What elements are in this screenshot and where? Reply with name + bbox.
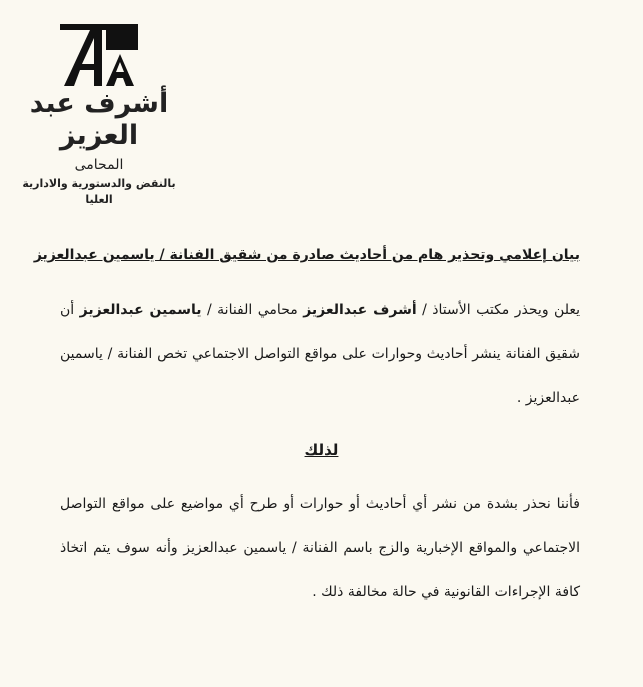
firm-title: المحامى: [74, 157, 124, 173]
initials-a-logo-icon: [60, 24, 138, 86]
para1-part3: أن شقيق الفنانة ينشر أحاديث وحوارات على مواقع التواصل الاجتماعي تخص الفنانة / ياسمين عبدالعزيز .: [60, 302, 580, 406]
firm-specialty: بالنقض والدستورية والادارية العليا: [22, 177, 176, 206]
therefore-heading: لذلك: [304, 441, 339, 459]
lawyer-name: أشرف عبدالعزيز: [303, 302, 417, 318]
para1-part2: محامي الفنانة /: [201, 302, 304, 318]
para1-part1: يعلن ويحذر مكتب الأستاذ /: [416, 302, 580, 318]
statement-heading: بيان إعلامي وتحذير هام من أحاديث صادرة من شقيق الفنانة / ياسمين عبدالعزيز: [33, 247, 580, 263]
statement-paragraph-2: فأننا نحذر بشدة من نشر أي أحاديث أو حوارات أو طرح أي مواضيع على مواقع التواصل الاجتماعي والمواقع الإخبارية والزج باسم الفنانة / ياسمين عبدالعزيز وأنه سوف يتم اتخاذ كافة الإجراءات القانونية في حالة مخالفة ذلك .: [60, 496, 580, 600]
letterhead: [8, 24, 190, 208]
statement-paragraph-1: [60, 288, 580, 420]
firm-name: أشرف عبد العزيز: [29, 88, 169, 151]
artist-name: ياسمين عبدالعزيز: [79, 302, 202, 318]
